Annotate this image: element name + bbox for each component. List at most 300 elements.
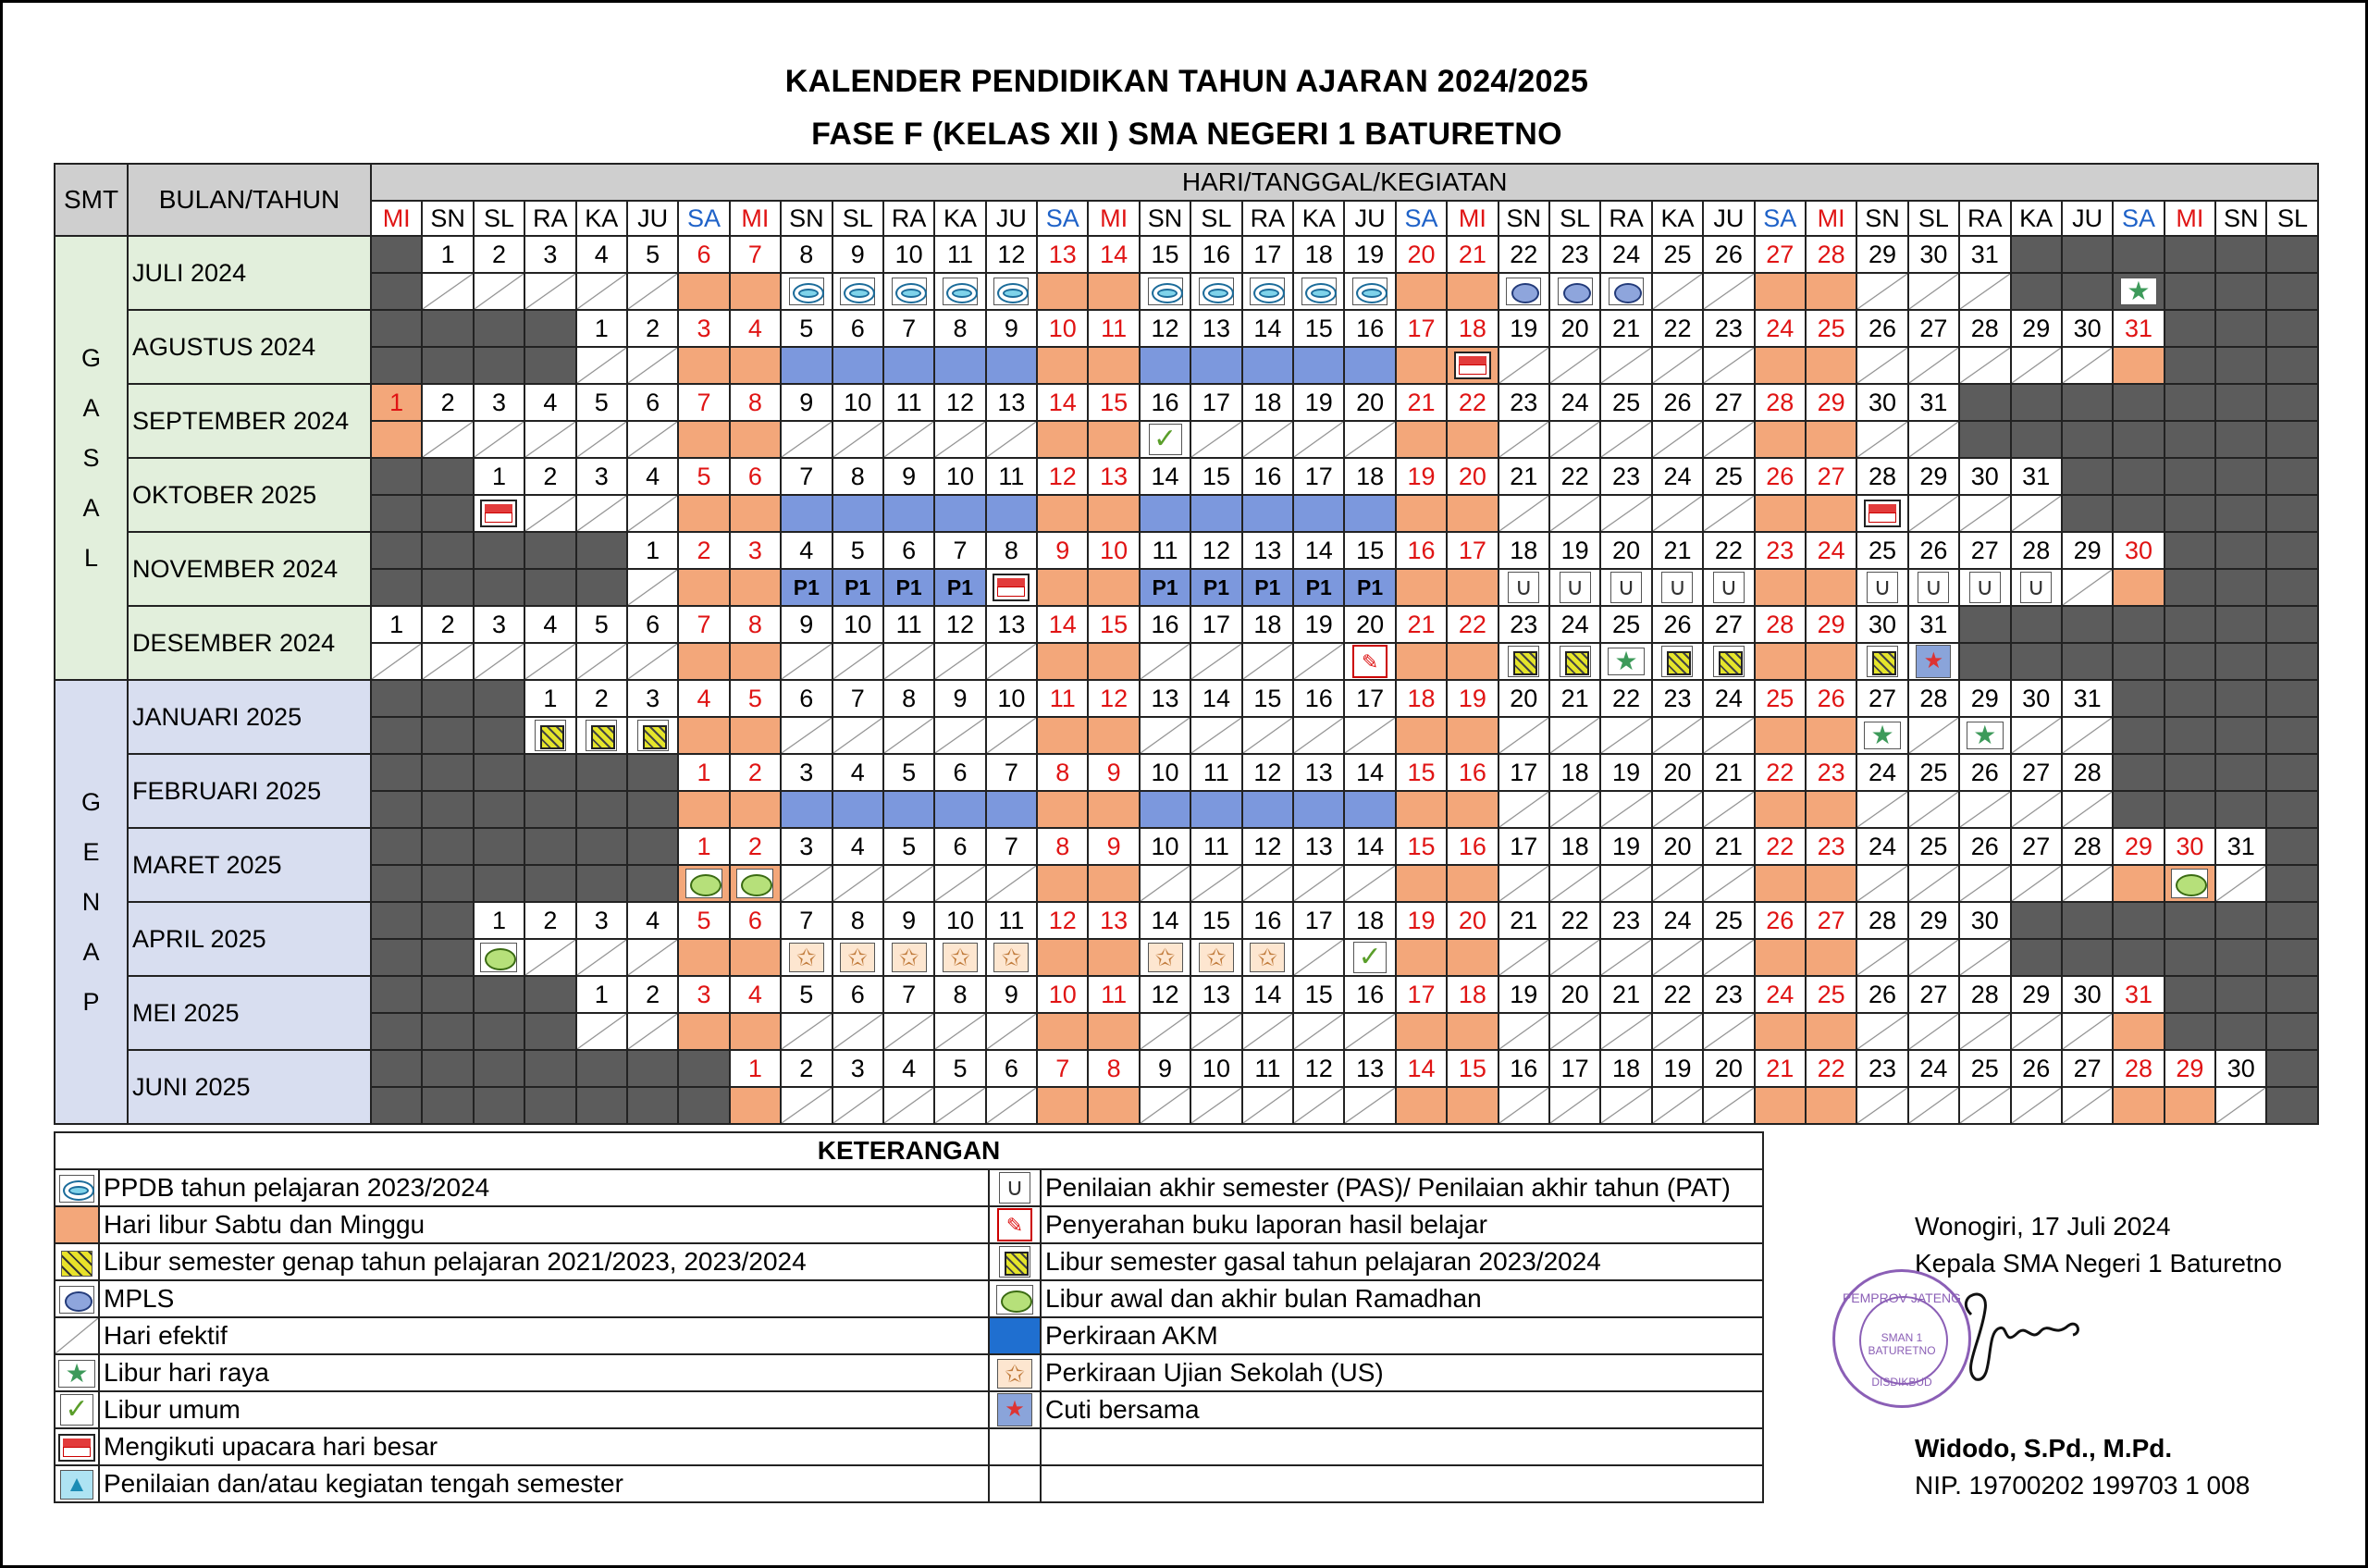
day-cell: 19: [1600, 828, 1651, 865]
day-name-13: SA: [1037, 201, 1088, 236]
legend-icon-cell: [55, 1391, 99, 1428]
activity-cell: [883, 1013, 934, 1050]
stamp-mid1: SMAN 1: [1881, 1331, 1923, 1344]
activity-cell: [2011, 939, 2062, 976]
day-cell: 20: [1344, 606, 1395, 643]
day-cell: [2062, 606, 2113, 643]
day-cell: 2: [627, 976, 678, 1013]
activity-cell: [1806, 939, 1856, 976]
activity-cell: [1447, 717, 1498, 754]
activity-cell: [1652, 495, 1703, 532]
activity-cell: [1600, 495, 1651, 532]
activity-cell: [2011, 643, 2062, 680]
activity-cell: [1447, 569, 1498, 606]
day-cell: 13: [986, 606, 1037, 643]
activity-cell: [474, 643, 524, 680]
activity-cell: [1088, 273, 1139, 310]
activity-cell: [678, 421, 729, 458]
activity-cell: [986, 1087, 1037, 1124]
day-cell: 6: [781, 680, 832, 717]
day-cell: [2266, 532, 2318, 569]
day-name-0: MI: [371, 201, 422, 236]
flag-icon: [58, 1434, 95, 1462]
activity-cell: [883, 1087, 934, 1124]
day-cell: 5: [883, 828, 934, 865]
day-cell: 7: [678, 384, 729, 421]
ramadhan-icon: [996, 1285, 1033, 1315]
day-cell: 8: [883, 680, 934, 717]
activity-cell: [1242, 643, 1293, 680]
day-cell: 13: [1242, 532, 1293, 569]
legend-icon-cell: [55, 1465, 99, 1502]
activity-cell: [1447, 273, 1498, 310]
activity-cell: [883, 347, 934, 384]
activity-cell: [2113, 347, 2164, 384]
day-cell: 17: [1344, 680, 1395, 717]
day-cell: 24: [1856, 828, 1907, 865]
activity-cell: [730, 495, 781, 532]
day-cell: [2062, 902, 2113, 939]
activity-cell: [1396, 865, 1447, 902]
activity-cell: [576, 273, 627, 310]
day-cell: 29: [2113, 828, 2164, 865]
activity-cell: [678, 273, 729, 310]
activity-cell: [1190, 717, 1241, 754]
activity-cell: [1293, 717, 1344, 754]
activity-cell: [1190, 939, 1241, 976]
activity-cell: [781, 347, 832, 384]
day-cell: 16: [1396, 532, 1447, 569]
day-cell: 1: [524, 680, 575, 717]
activity-cell: [1190, 865, 1241, 902]
activity-cell: [474, 1087, 524, 1124]
activity-cell: [474, 717, 524, 754]
ppdb-icon: [1199, 278, 1234, 305]
day-cell: 23: [1703, 976, 1754, 1013]
triangle-icon: ▲: [60, 1470, 93, 1500]
day-cell: 16: [1344, 976, 1395, 1013]
day-cell: 25: [1755, 680, 1806, 717]
day-cell: 31: [1959, 236, 2010, 273]
activity-cell: [1703, 495, 1754, 532]
activity-cell: [627, 865, 678, 902]
day-cell: [2266, 902, 2318, 939]
legend-text: Mengikuti upacara hari besar: [99, 1428, 989, 1465]
pas-icon: ∪: [1867, 572, 1898, 603]
activity-cell: [2062, 495, 2113, 532]
day-cell: 5: [576, 606, 627, 643]
activity-cell: [832, 347, 883, 384]
place-date: Wonogiri, 17 Juli 2024: [1915, 1212, 2171, 1241]
day-name-25: KA: [1652, 201, 1703, 236]
pas-icon: ∪: [1661, 572, 1693, 603]
legend-text: Penilaian dan/atau kegiatan tengah semester: [99, 1465, 989, 1502]
day-cell: 2: [524, 902, 575, 939]
day-cell: 6: [627, 606, 678, 643]
activity-cell: [524, 569, 575, 606]
activity-cell: [883, 273, 934, 310]
day-cell: 22: [1549, 458, 1600, 495]
activity-cell: [781, 865, 832, 902]
activity-cell: [1908, 1087, 1959, 1124]
activity-cell: [730, 1087, 781, 1124]
activity-cell: [1396, 1087, 1447, 1124]
legend-text: Libur awal dan akhir bulan Ramadhan: [1041, 1280, 1763, 1317]
exam-star-icon: ✩: [1148, 943, 1183, 972]
day-cell: 21: [1703, 754, 1754, 791]
activity-cell: [832, 273, 883, 310]
activity-cell: [1293, 939, 1344, 976]
day-cell: 18: [1293, 236, 1344, 273]
activity-cell: [524, 865, 575, 902]
activity-cell: [576, 569, 627, 606]
day-cell: 2: [730, 754, 781, 791]
activity-cell: [1652, 643, 1703, 680]
activity-cell: [832, 643, 883, 680]
day-cell: [2113, 384, 2164, 421]
ppdb-icon: [892, 278, 927, 305]
day-cell: 18: [1447, 310, 1498, 347]
activity-cell: [1652, 717, 1703, 754]
activity-cell: [1755, 347, 1806, 384]
day-cell: [576, 828, 627, 865]
day-cell: [2266, 310, 2318, 347]
day-cell: 9: [986, 976, 1037, 1013]
activity-cell: [832, 495, 883, 532]
month-name: AGUSTUS 2024: [128, 310, 371, 384]
day-cell: 19: [1549, 532, 1600, 569]
day-cell: 14: [1242, 310, 1293, 347]
day-cell: [2215, 606, 2266, 643]
day-cell: 15: [1190, 458, 1241, 495]
activity-cell: [2215, 273, 2266, 310]
activity-cell: [730, 421, 781, 458]
activity-cell: [2266, 421, 2318, 458]
activity-cell: [2164, 717, 2215, 754]
day-cell: 30: [1959, 902, 2010, 939]
activity-cell: [1447, 347, 1498, 384]
day-cell: [371, 680, 422, 717]
legend-text: Hari efektif: [99, 1317, 989, 1354]
activity-cell: [1140, 939, 1190, 976]
day-cell: 14: [1037, 384, 1088, 421]
activity-cell: [2062, 865, 2113, 902]
activity-cell: [934, 643, 985, 680]
day-name-1: SN: [422, 201, 473, 236]
activity-cell: [1190, 643, 1241, 680]
day-cell: [2266, 236, 2318, 273]
day-cell: 21: [1396, 606, 1447, 643]
day-cell: 17: [1498, 828, 1549, 865]
activity-cell: [1498, 569, 1549, 606]
day-name-18: KA: [1293, 201, 1344, 236]
activity-cell: [371, 569, 422, 606]
day-cell: [422, 902, 473, 939]
day-name-36: SN: [2215, 201, 2266, 236]
activity-cell: [781, 495, 832, 532]
day-cell: 7: [730, 236, 781, 273]
activity-cell: [934, 421, 985, 458]
smt-header: SMT: [55, 164, 128, 236]
star-icon: ★: [1967, 722, 2004, 749]
day-cell: 5: [883, 754, 934, 791]
month-name: MARET 2025: [128, 828, 371, 902]
activity-cell: [1293, 865, 1344, 902]
day-cell: 22: [1652, 310, 1703, 347]
day-cell: 17: [1498, 754, 1549, 791]
activity-cell: [524, 643, 575, 680]
day-cell: 26: [1806, 680, 1856, 717]
activity-cell: [1140, 495, 1190, 532]
activity-cell: [1498, 1087, 1549, 1124]
activity-cell: [1703, 569, 1754, 606]
activity-cell: [1242, 347, 1293, 384]
activity-cell: [2215, 1013, 2266, 1050]
day-name-35: MI: [2164, 201, 2215, 236]
activity-cell: [1242, 273, 1293, 310]
day-cell: 18: [1447, 976, 1498, 1013]
semester-letter: A: [82, 394, 100, 422]
activity-cell: [1755, 717, 1806, 754]
activity-cell: [678, 791, 729, 828]
legend-text: [1041, 1465, 1763, 1502]
activity-cell: [1856, 1087, 1907, 1124]
day-cell: [1959, 606, 2010, 643]
day-cell: 11: [986, 458, 1037, 495]
activity-cell: [1856, 791, 1907, 828]
activity-cell: [2266, 1013, 2318, 1050]
activity-cell: [1755, 569, 1806, 606]
activity-cell: [934, 1013, 985, 1050]
activity-cell: [1037, 643, 1088, 680]
activity-cell: [730, 1013, 781, 1050]
ppdb-icon: [1352, 278, 1388, 305]
stamp-bottom-text: DISDIKBUD: [1871, 1376, 1932, 1389]
day-cell: 9: [1140, 1050, 1190, 1087]
activity-cell: [1190, 1087, 1241, 1124]
activity-cell: [1293, 1087, 1344, 1124]
day-cell: [2266, 458, 2318, 495]
activity-cell: [1140, 1087, 1190, 1124]
day-cell: 6: [730, 902, 781, 939]
day-cell: 14: [1088, 236, 1139, 273]
activity-cell: [1498, 273, 1549, 310]
day-name-26: JU: [1703, 201, 1754, 236]
day-cell: 28: [2113, 1050, 2164, 1087]
activity-cell: [2011, 717, 2062, 754]
activity-cell: [2113, 865, 2164, 902]
day-cell: 4: [730, 976, 781, 1013]
activity-cell: [576, 421, 627, 458]
activity-cell: [2215, 569, 2266, 606]
day-cell: 22: [1755, 828, 1806, 865]
activity-cell: [1344, 791, 1395, 828]
day-cell: [576, 532, 627, 569]
day-cell: 15: [1190, 902, 1241, 939]
day-cell: [2164, 976, 2215, 1013]
day-cell: 21: [1498, 902, 1549, 939]
day-cell: 5: [730, 680, 781, 717]
activity-cell: [1703, 939, 1754, 976]
activity-cell: [576, 717, 627, 754]
semester-holiday-icon: [999, 1246, 1030, 1278]
signature-scribble: [1943, 1278, 2091, 1389]
activity-cell: [474, 273, 524, 310]
day-cell: [422, 458, 473, 495]
day-cell: 15: [1396, 828, 1447, 865]
activity-cell: [422, 717, 473, 754]
day-cell: 24: [1806, 532, 1856, 569]
day-cell: 9: [883, 902, 934, 939]
day-cell: 12: [934, 384, 985, 421]
day-cell: [2266, 828, 2318, 865]
activity-cell: [1959, 1087, 2010, 1124]
day-cell: [2266, 976, 2318, 1013]
activity-cell: [1549, 569, 1600, 606]
day-cell: 24: [1549, 384, 1600, 421]
mpls-icon: [59, 1286, 94, 1314]
day-cell: [627, 1050, 678, 1087]
day-cell: 3: [781, 828, 832, 865]
day-cell: 3: [474, 606, 524, 643]
activity-cell: [2215, 421, 2266, 458]
day-cell: [371, 902, 422, 939]
semester-holiday-icon: [1867, 646, 1898, 677]
activity-cell: P1: [1242, 569, 1293, 606]
day-name-2: SL: [474, 201, 524, 236]
day-name-12: JU: [986, 201, 1037, 236]
activity-cell: [1600, 273, 1651, 310]
activity-cell: [1806, 273, 1856, 310]
activity-cell: [1344, 273, 1395, 310]
activity-cell: [883, 791, 934, 828]
day-cell: [2011, 236, 2062, 273]
activity-cell: [730, 791, 781, 828]
day-cell: 10: [1037, 310, 1088, 347]
activity-cell: [576, 865, 627, 902]
day-cell: 16: [1447, 754, 1498, 791]
day-cell: 17: [1293, 902, 1344, 939]
day-cell: 24: [1600, 236, 1651, 273]
day-cell: 23: [1652, 680, 1703, 717]
leave-star-icon: ★: [1916, 645, 1951, 678]
day-cell: [2164, 754, 2215, 791]
activity-cell: [1088, 421, 1139, 458]
legend-text: Cuti bersama: [1041, 1391, 1763, 1428]
activity-cell: [934, 791, 985, 828]
semester-letter: S: [82, 444, 100, 472]
activity-cell: [627, 643, 678, 680]
day-cell: [2113, 458, 2164, 495]
activity-cell: [1703, 643, 1754, 680]
day-cell: 16: [1140, 606, 1190, 643]
activity-cell: [1498, 495, 1549, 532]
day-cell: 30: [2164, 828, 2215, 865]
day-cell: [524, 754, 575, 791]
legend-text: Penilaian akhir semester (PAS)/ Penilaian akhir tahun (PAT): [1041, 1169, 1763, 1206]
activity-cell: [474, 421, 524, 458]
activity-cell: [1755, 273, 1806, 310]
activity-cell: [1190, 495, 1241, 532]
day-cell: 8: [730, 606, 781, 643]
activity-cell: [2164, 791, 2215, 828]
day-cell: 13: [986, 384, 1037, 421]
activity-cell: [1037, 1087, 1088, 1124]
day-cell: 13: [1190, 976, 1241, 1013]
activity-cell: [781, 791, 832, 828]
day-cell: 12: [1088, 680, 1139, 717]
day-cell: [2266, 680, 2318, 717]
activity-cell: [1344, 1087, 1395, 1124]
activity-cell: [2011, 495, 2062, 532]
activity-cell: [1293, 643, 1344, 680]
activity-cell: [2062, 273, 2113, 310]
activity-cell: [1549, 421, 1600, 458]
day-cell: 30: [2215, 1050, 2266, 1087]
semester-holiday-icon: [1560, 646, 1591, 677]
star-icon: ★: [1864, 722, 1901, 749]
activity-cell: [1447, 1087, 1498, 1124]
day-cell: 22: [1447, 606, 1498, 643]
activity-cell: [1037, 1013, 1088, 1050]
day-cell: 25: [1959, 1050, 2010, 1087]
day-cell: [2266, 1050, 2318, 1087]
activity-cell: [934, 939, 985, 976]
activity-cell: [678, 865, 729, 902]
exam-star-icon: ✩: [892, 943, 927, 972]
calendar-table: [54, 163, 2319, 1125]
activity-cell: [474, 791, 524, 828]
day-name-29: SN: [1856, 201, 1907, 236]
activity-cell: [1498, 717, 1549, 754]
day-cell: [2215, 384, 2266, 421]
activity-cell: [1088, 1013, 1139, 1050]
day-cell: 26: [1959, 828, 2010, 865]
pas-icon: ∪: [1713, 572, 1745, 603]
day-cell: 24: [1856, 754, 1907, 791]
page-subtitle: FASE F (KELAS XII ) SMA NEGERI 1 BATURETNO: [811, 117, 1562, 152]
mpls-icon: [1506, 278, 1541, 305]
day-cell: 20: [1447, 902, 1498, 939]
day-cell: 8: [832, 902, 883, 939]
day-cell: [474, 828, 524, 865]
day-cell: 4: [883, 1050, 934, 1087]
activity-cell: [1549, 791, 1600, 828]
activity-cell: [1396, 273, 1447, 310]
activity-cell: [1600, 569, 1651, 606]
activity-cell: [1549, 273, 1600, 310]
activity-cell: [1959, 717, 2010, 754]
activity-cell: [2215, 1087, 2266, 1124]
day-cell: 9: [1088, 828, 1139, 865]
day-cell: 26: [1959, 754, 2010, 791]
mpls-icon: [1558, 278, 1593, 305]
activity-cell: [1396, 495, 1447, 532]
activity-cell: [2215, 347, 2266, 384]
activity-cell: [1088, 495, 1139, 532]
day-cell: [1959, 384, 2010, 421]
day-cell: 9: [832, 236, 883, 273]
day-cell: [371, 236, 422, 273]
day-cell: 7: [678, 606, 729, 643]
day-cell: 27: [1755, 236, 1806, 273]
day-cell: 28: [2062, 754, 2113, 791]
day-cell: 17: [1242, 236, 1293, 273]
day-cell: 31: [2062, 680, 2113, 717]
day-cell: 10: [1037, 976, 1088, 1013]
day-cell: 20: [1396, 236, 1447, 273]
day-cell: 12: [986, 236, 1037, 273]
